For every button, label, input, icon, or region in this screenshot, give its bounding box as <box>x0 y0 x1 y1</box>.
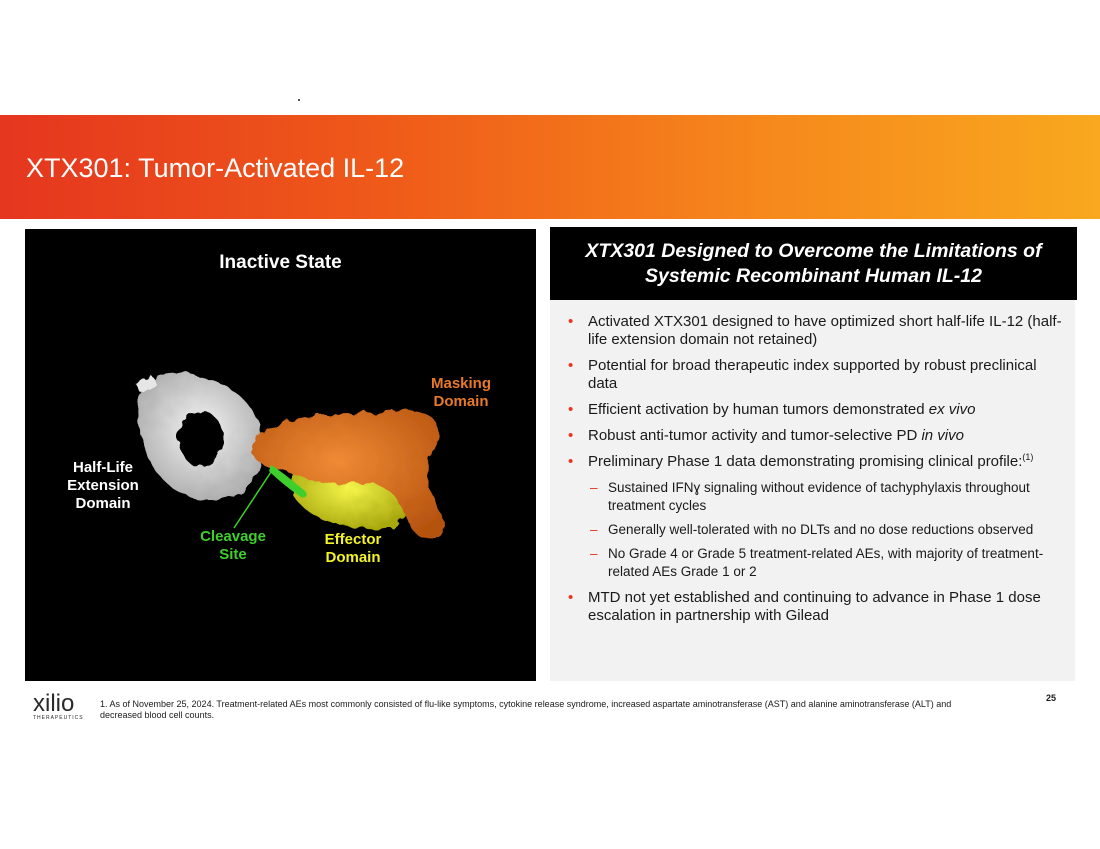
protein-figure-panel <box>25 229 536 681</box>
stray-dot <box>298 99 300 101</box>
benefits-header: XTX301 Designed to Overcome the Limitations of Systemic Recombinant Human IL-12 <box>550 227 1077 300</box>
masking-domain-label: Masking Domain <box>430 375 491 410</box>
effector-domain-label: Effector Domain <box>324 531 382 566</box>
logo-subtitle: THERAPEUTICS <box>33 715 84 721</box>
cleavage-site-label: Cleavage Site <box>200 528 266 563</box>
company-logo <box>33 690 93 721</box>
bullet-item: • Activated XTX301 designed to have optimized short half-life IL-12 (half-life extension domain not retained) <box>566 313 1066 349</box>
sub-bullet-list <box>588 479 1066 581</box>
half-life-domain-shape <box>136 373 263 501</box>
benefits-panel <box>550 229 1075 681</box>
state-title: Inactive State <box>219 252 342 273</box>
half-life-domain-label: Half-Life Extension Domain <box>67 459 139 512</box>
sub-bullet-item: – Generally well-tolerated with no DLTs and no dose reductions observed <box>588 521 1066 539</box>
bullet-item: • MTD not yet established and continuing to advance in Phase 1 dose escalation in partnership with Gilead <box>566 589 1066 625</box>
page-number: 25 <box>1046 693 1057 703</box>
footnote-ref: (1) <box>1022 452 1034 462</box>
sub-bullet-item: – No Grade 4 or Grade 5 treatment-related AEs, with majority of treatment-related AEs Grade 1 or 2 <box>588 545 1066 581</box>
bullet-item: • Potential for broad therapeutic index supported by robust preclinical data <box>566 357 1066 393</box>
slide-title: XTX301: Tumor-Activated IL-12 <box>26 153 405 183</box>
benefits-list <box>566 313 1066 633</box>
title-band <box>0 115 1100 219</box>
bullet-item: • Preliminary Phase 1 data demonstrating promising clinical profile:$^{(1)}$ – Sustained IFNɣ signaling without evidence of tachyphylaxis throughout treatment cycles – Generally well-tolerated with no DLTs and no dose reductions observed – No Grade 4 or Grade 5 treatment-related AEs, with majority of treatment-related AEs Grade 1 or 2 <box>566 453 1066 581</box>
sub-bullet-item: – Sustained IFNɣ signaling without evidence of tachyphylaxis throughout treatment cycles <box>588 479 1066 515</box>
bullet-item: • Efficient activation by human tumors demonstrated ex vivo <box>566 401 1066 419</box>
protein-structure-image <box>25 229 536 681</box>
bullet-item: • Robust anti-tumor activity and tumor-selective PD in vivo <box>566 427 1066 445</box>
footnote: 1. As of November 25, 2024. Treatment-related AEs most commonly consisted of flu-like symptoms, cytokine release syndrome, increased aspartate aminotransferase (AST) and alanine aminotransferase (ALT) and decreased blood cell counts. <box>100 699 952 720</box>
logo-wordmark: xilio <box>33 690 75 717</box>
